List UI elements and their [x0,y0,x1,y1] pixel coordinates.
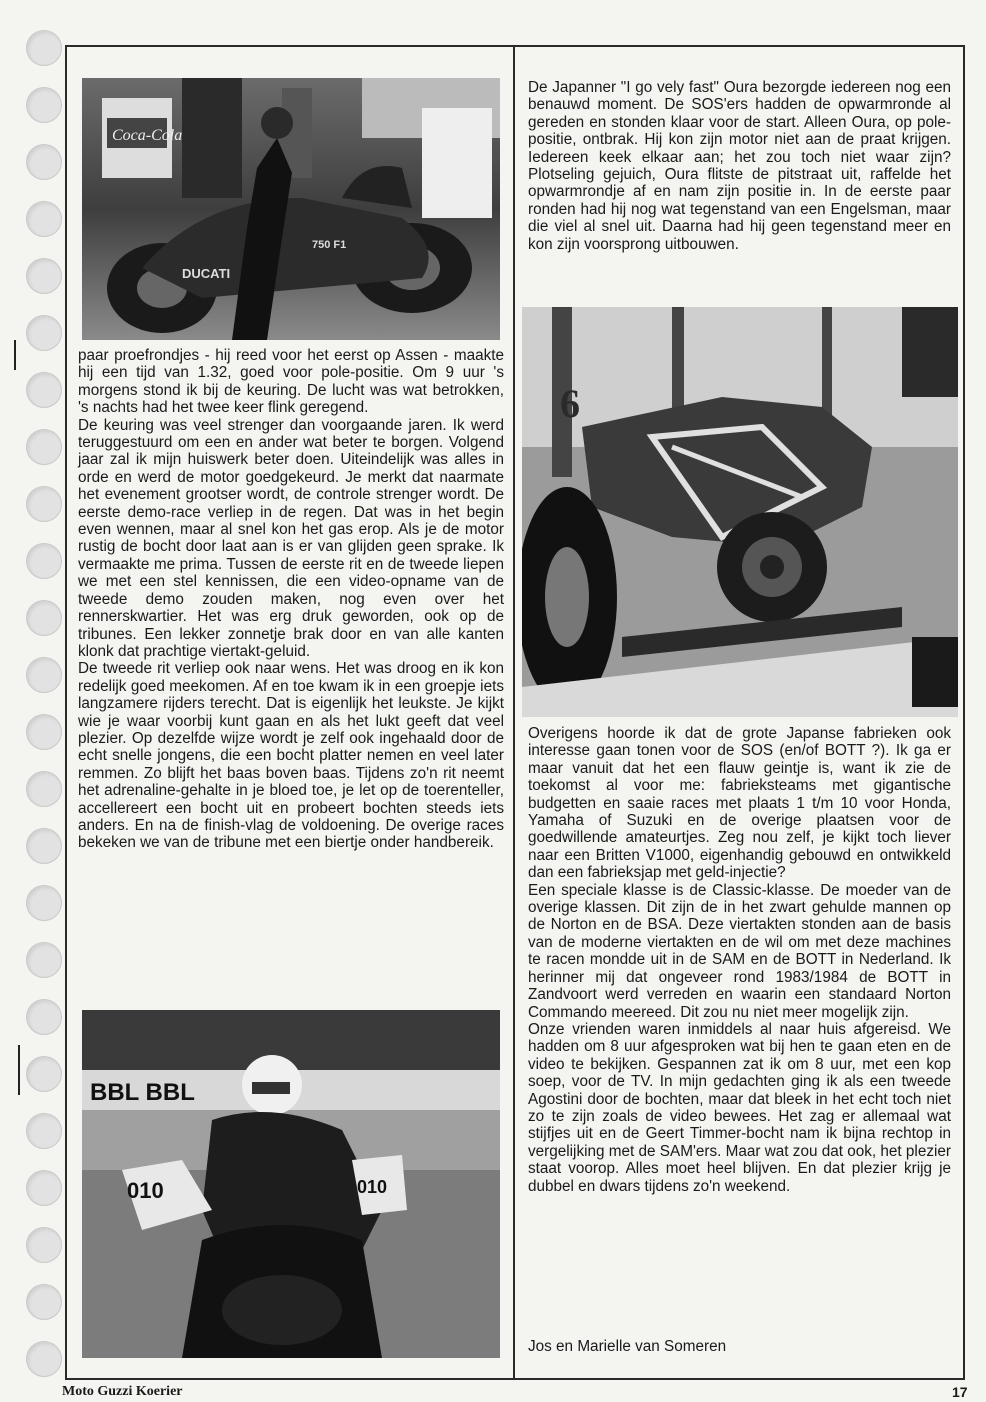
binder-hole [26,600,62,636]
binder-hole [26,30,62,66]
paragraph: Onze vrienden waren inmiddels al naar huis afgereisd. We hadden om 8 uur afgesproken wat bij hen te gaan eten en de video te bekijken. Gespannen zat ik om 8 uur, met een kop soep, voor de TV. In mijn gedachten ging ik als een tweede Agostini door de bochten, maar dat bleek in het echt toch niet zo te zijn zoals de video bewees. Het zag er allemaal wat stijfjes uit en de Geert Timmer-bocht nam ik bijna rechtop in vergelijking met de SAM'ers. Maar wat zou dat ook, het plezier staat voorop. Alles moet heel blijven. En dat plezier krijg je dubbel en dwars tijdens zo'n weekend. [528,1020,951,1195]
right-column-top-text [528,79,951,253]
binder-hole [26,372,62,408]
binder-hole [26,315,62,351]
binder-hole [26,87,62,123]
paragraph: De keuring was veel strenger dan voorgaande jaren. Ik werd teruggestuurd om een en ander wat beter te borgen. Volgend jaar zal ik mijn huiswerk beter doen. Uiteindelijk was alles in orde en werd de motor goedgekeurd. Je merkt dat naarmate het evenement grootser wordt, de controle strenger wordt. De eerste demo-race verliep in de regen. Dat was in het begin even wennen, maar al snel kon het gas erop. Als je de motor rustig de bocht door laat aan is er van glijden geen sprake. Ik vermaakte me prima. Tussen de eerste rit en de tweede liepen we met een stel kennissen, die een video-opname van de tweede demo zouden maken, nog even over het rennerskwartier. Het was erg druk geworden, ook op de tribunes. Een lekker zonnetje brak door en van alle kanten klonk dat prachtige viertakt-geluid. [78,416,504,660]
binder-hole [26,1170,62,1206]
paragraph: De tweede rit verliep ook naar wens. Het was droog en ik kon redelijk goed meekomen. Af en toe kwam ik in een groepje iets langzamere rijders terecht. Dat is eigenlijk het leukste. Je kijkt wie je waar voorbij kunt gaan en als het lukt geeft dat veel plezier. Op dezelfde wijze wordt je zelf ook ingehaald door de echt snelle jongens, die een bocht platter nemen en veel later remmen. Zo blijft het baas boven baas. Tijdens zo'n rit neemt het adrenaline-gehalte in je bloed toe, je let op de toerenteller, accellereert een bocht uit en probeert bochten steeds iets anders. En na de finish-vlag de voldoening. De overige races bekeken we van de tribune met een biertje onder handbereik. [78,660,504,852]
binder-hole [26,771,62,807]
binder-holes [26,30,62,1390]
binder-hole [26,144,62,180]
column-divider [513,45,515,1380]
magazine-name: Moto Guzzi Koerier [62,1384,183,1399]
binder-hole [26,201,62,237]
paragraph: Een speciale klasse is de Classic-klasse. De moeder van de overige klassen. Dit zijn de in het zwart gehulde mannen op de Norton en de BSA. Deze viertakten stonden aan de basis van de moderne viertakten en de wil om met deze machines te racen mondde uit in de SAM en de BOTT in Nederland. Ik herinner mij dat ongeveer rond 1983/1984 de BOTT in Zandvoort werd verreden en waarin een standaard Norton Commando meereed. Dit zou nu niet meer mogelijk zijn. [528,881,951,1021]
binder-hole [26,714,62,750]
binder-hole [26,258,62,294]
binder-hole [26,1227,62,1263]
margin-mark [14,340,16,370]
paragraph: paar proefrondjes - hij reed voor het eerst op Assen - maakte hij een tijd van 1.32, goed voor pole-positie. Om 9 uur 's morgens stond ik bij de keuring. De lucht was wat betrokken, 's nachts had het twee keer flink geregend. [78,347,504,417]
paragraph: De Japanner "I go vely fast" Oura bezorgde iedereen nog een benauwd moment. De SOS'ers hadden de opwarmronde al gereden en stonden klaar voor de start. Alleen Oura, op pole-positie, ontbrak. Hij kon zijn motor niet aan de praat krijgen. Iedereen keek elkaar aan; het zou toch niet waar zijn? Plotseling gejuich, Oura flitste de pitstraat uit, raffelde het opwarmrondje af en nam zijn positie in. In de eerste paar ronden had hij nog wat tegenstand van een Engelsman, maar die viel al snel uit. Daarna had hij geen tegenstand meer en kon zijn voorsprong uitbouwen. [528,79,951,253]
binder-hole [26,828,62,864]
binder-hole [26,429,62,465]
author-signature: Jos en Marielle van Someren [528,1338,727,1355]
bbl-banner: BBL BBL [90,1079,195,1106]
binder-hole [26,1341,62,1377]
binder-hole [26,1056,62,1092]
page-number: 17 [952,1384,968,1400]
binder-hole [26,885,62,921]
binder-hole [26,543,62,579]
bike-model-label: 750 F1 [312,239,347,251]
photo-ducati-keuring [82,78,500,340]
coca-cola-sign: Coca-Cola [112,127,183,144]
binder-hole [26,657,62,693]
binder-hole [26,1113,62,1149]
margin-mark [18,1045,20,1095]
binder-hole [26,486,62,522]
binder-hole [26,942,62,978]
paragraph: Overigens hoorde ik dat de grote Japanse fabrieken ook interesse gaan tonen voor de SOS (en/of BOTT ?). Ik ga er maar vanuit dat het een flauw geintje is, want ik zie de toekomst al voor me: fabrieksteams met gigantische budgetten en saaie races met plaats 1 t/m 10 voor Honda, Yamaha of Suzuki en de overige plaatsen voor de goedwillende amateurtjes. Zeg nou zelf, je kijkt toch liever naar een Britten V1000, eigenhandig gebouwd en ontwikkeld dan een fabrieksjap met geld-injectie? [528,725,951,882]
race-number-right: 010 [357,1177,388,1197]
photo-motorcycle-frame-engine [522,307,958,717]
race-number-six: 6 [560,381,580,426]
right-column-bottom-text [528,725,951,1195]
binder-hole [26,999,62,1035]
left-column-text [78,347,504,852]
ducati-label: DUCATI [182,266,231,281]
photo-rider-on-track [82,1010,500,1358]
race-number-left: 010 [127,1178,164,1203]
binder-hole [26,1284,62,1320]
